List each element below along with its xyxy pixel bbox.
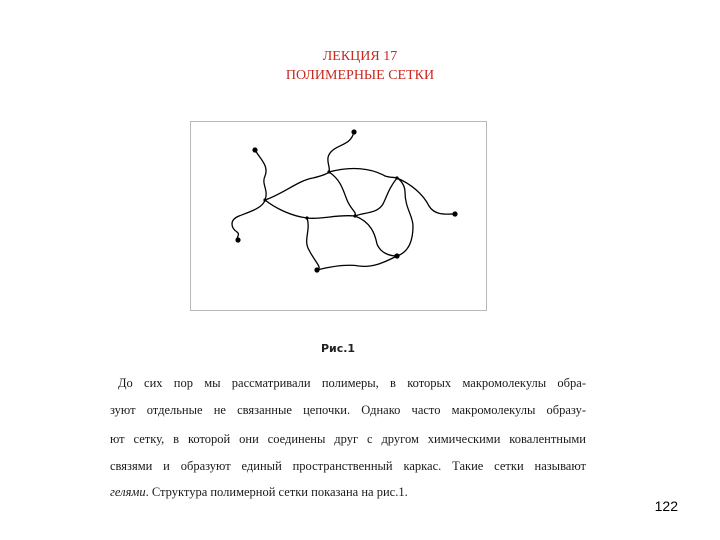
term-gels: гелями bbox=[110, 485, 146, 499]
polymer-network-diagram bbox=[191, 122, 486, 310]
figure-caption: Рис.1 bbox=[320, 342, 356, 355]
polymer-chain bbox=[232, 200, 265, 240]
polymer-chain bbox=[329, 169, 397, 178]
polymer-chain bbox=[265, 172, 329, 200]
body-text-line: зуют отдельные не связанные цепочки. Однако часто макромолекулы образу- bbox=[110, 403, 586, 417]
body-text-line: связями и образуют единый пространственный каркас. Такие сетки называют bbox=[110, 459, 586, 473]
crosslink-node bbox=[305, 216, 308, 219]
body-text-line: ют сетку, в которой они соединены друг с другом химическими ковалентными bbox=[110, 432, 586, 446]
body-text-line: До сих пор мы рассматривали полимеры, в которых макромолекулы обра- bbox=[118, 376, 586, 390]
polymer-chain bbox=[317, 256, 397, 270]
chain-end-node bbox=[452, 211, 457, 216]
body-text-segment: . Структура полимерной сетки показана на рис.1. bbox=[145, 485, 408, 499]
crosslink-node bbox=[263, 198, 266, 201]
polymer-chain bbox=[265, 200, 355, 218]
lecture-title: ПОЛИМЕРНЫЕ СЕТКИ bbox=[285, 68, 435, 83]
crosslink-node bbox=[353, 214, 356, 217]
chain-end-node bbox=[314, 267, 319, 272]
body-text-line bbox=[110, 485, 408, 500]
polymer-chain bbox=[355, 216, 397, 256]
chain-end-node bbox=[394, 253, 399, 258]
polymer-chain bbox=[329, 172, 355, 216]
polymer-chain bbox=[307, 218, 319, 270]
lecture-number: ЛЕКЦИЯ 17 bbox=[322, 49, 398, 64]
polymer-network-figure bbox=[190, 121, 487, 311]
crosslink-node bbox=[395, 176, 398, 179]
chain-end-node bbox=[351, 129, 356, 134]
polymer-chain bbox=[328, 132, 354, 172]
chain-end-node bbox=[252, 147, 257, 152]
polymer-chain bbox=[255, 150, 266, 200]
polymer-chain bbox=[397, 178, 413, 256]
polymer-chain bbox=[355, 178, 397, 216]
page-number: 122 bbox=[654, 498, 678, 514]
chain-end-node bbox=[235, 237, 240, 242]
crosslink-node bbox=[327, 170, 330, 173]
